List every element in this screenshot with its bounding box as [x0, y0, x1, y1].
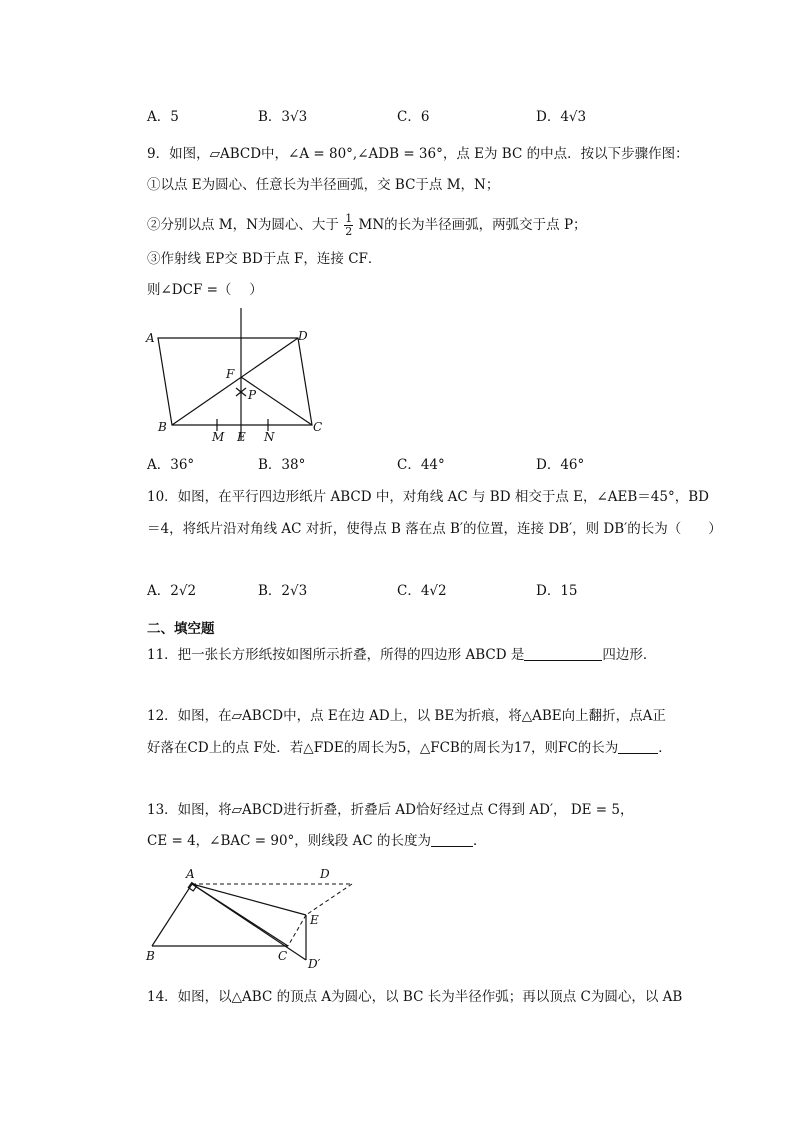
q8-option-b: B．3√3	[258, 109, 308, 125]
q10-option-c: C．4√2	[397, 583, 447, 599]
q13-segment-ab	[152, 884, 192, 946]
q9-option-b: B．38°	[258, 457, 306, 473]
q13-label-e: E	[310, 913, 319, 927]
q11-text-a: 11．把一张长方形纸按如图所示折叠，所得的四边形 ABCD 是	[147, 647, 525, 663]
q9-label-e: E	[237, 430, 246, 444]
q9-option-c: C．44°	[397, 457, 445, 473]
q14-line1: 14．如图，以△ABC 的顶点 A为圆心，以 BC 长为半径作弧；再以顶点 C为圆心，以 AB	[147, 989, 683, 1005]
q9-label-c: C	[313, 420, 323, 434]
q9-option-d: D．46°	[536, 457, 585, 473]
q10-line1: 10．如图，在平行四边形纸片 ABCD 中，对角线 AC 与 BD 相交于点 E，∠AEB＝45°，BD	[147, 489, 709, 505]
q9-label-d: D	[298, 329, 308, 343]
q11-answer-blank[interactable]	[524, 646, 602, 661]
q10-line2: ＝4，将纸片沿对角线 AC 对折，使得点 B 落在点 B′的位置，连接 DB′，则 DB′的长为（ ）	[147, 521, 722, 537]
q9-figure	[140, 300, 340, 450]
q12-line2-end: ．	[658, 740, 672, 756]
q13-dashed-de	[306, 884, 352, 915]
q9-step2	[147, 213, 587, 238]
q13-line2-end: ．	[472, 833, 487, 849]
q13-line2	[147, 832, 486, 850]
q9-step3: ③作射线 EP交 BD于点 F，连接 CF．	[147, 251, 382, 267]
q9-step2-a: ②分别以点 M，N为圆心、大于	[147, 217, 339, 233]
q13-label-a: A	[186, 867, 195, 881]
question-11	[147, 646, 656, 664]
q13-label-c: C	[278, 949, 288, 963]
q10-option-a: A．2√2	[147, 583, 197, 599]
q8-option-d: D．4√3	[536, 109, 587, 125]
q9-fraction-numerator: 1	[345, 212, 353, 225]
q13-segment-ae	[192, 884, 306, 915]
q13-label-d-prime: D′	[308, 957, 321, 971]
q9-step1: ①以点 E为圆心、任意长为半径画弧，交 BC于点 M，N；	[147, 177, 500, 193]
q8-option-c: C．6	[397, 109, 430, 125]
q9-fraction	[344, 213, 353, 238]
q9-label-f: F	[226, 367, 235, 381]
q10-option-b: B．2√3	[258, 583, 308, 599]
section-heading-fill-in: 二、填空题	[147, 621, 215, 637]
q12-line2	[147, 739, 672, 757]
q13-figure	[140, 862, 370, 972]
q8-option-a: A．5	[147, 109, 179, 125]
q10-option-d: D．15	[536, 583, 578, 599]
q13-segment-ad-prime	[192, 884, 306, 960]
q13-answer-blank[interactable]	[431, 832, 473, 847]
q13-label-b: B	[146, 949, 155, 963]
q11-text-b: 四边形．	[602, 647, 657, 663]
q9-option-a: A．36°	[147, 457, 195, 473]
q9-label-n: N	[264, 430, 275, 444]
q9-label-b: B	[158, 420, 167, 434]
q9-step2-b: MN的长为半径画弧，两弧交于点 P；	[358, 217, 587, 233]
q13-label-d: D	[320, 867, 330, 881]
q12-answer-blank[interactable]	[618, 739, 658, 754]
q12-line1: 12．如图，在▱ABCD中，点 E在边 AD上，以 BE为折痕，将△ABE向上翻折，点A正	[147, 708, 666, 724]
q9-fraction-denominator: 2	[345, 225, 353, 238]
q9-ask: 则∠DCF =（ ）	[147, 282, 263, 298]
q9-stem: 9．如图，▱ABCD中，∠A = 80°,∠ADB = 36°，点 E为 BC 的中点．按以下步骤作图：	[147, 146, 689, 162]
q12-line2-text: 好落在CD上的点 F处．若△FDE的周长为5，△FCB的周长为17，则FC的长为	[147, 740, 619, 756]
q9-label-p: P	[248, 388, 257, 402]
q9-label-m: M	[212, 430, 225, 444]
q13-dashed-ec	[288, 915, 306, 946]
q9-label-a: A	[146, 331, 155, 345]
q9-diagonal-bd	[172, 338, 298, 425]
q13-line2-text: CE = 4，∠BAC = 90°，则线段 AC 的长度为	[147, 833, 431, 849]
q13-line1: 13．如图，将▱ABCD进行折叠，折叠后 AD恰好经过点 C得到 AD′， DE = 5，	[147, 802, 634, 818]
